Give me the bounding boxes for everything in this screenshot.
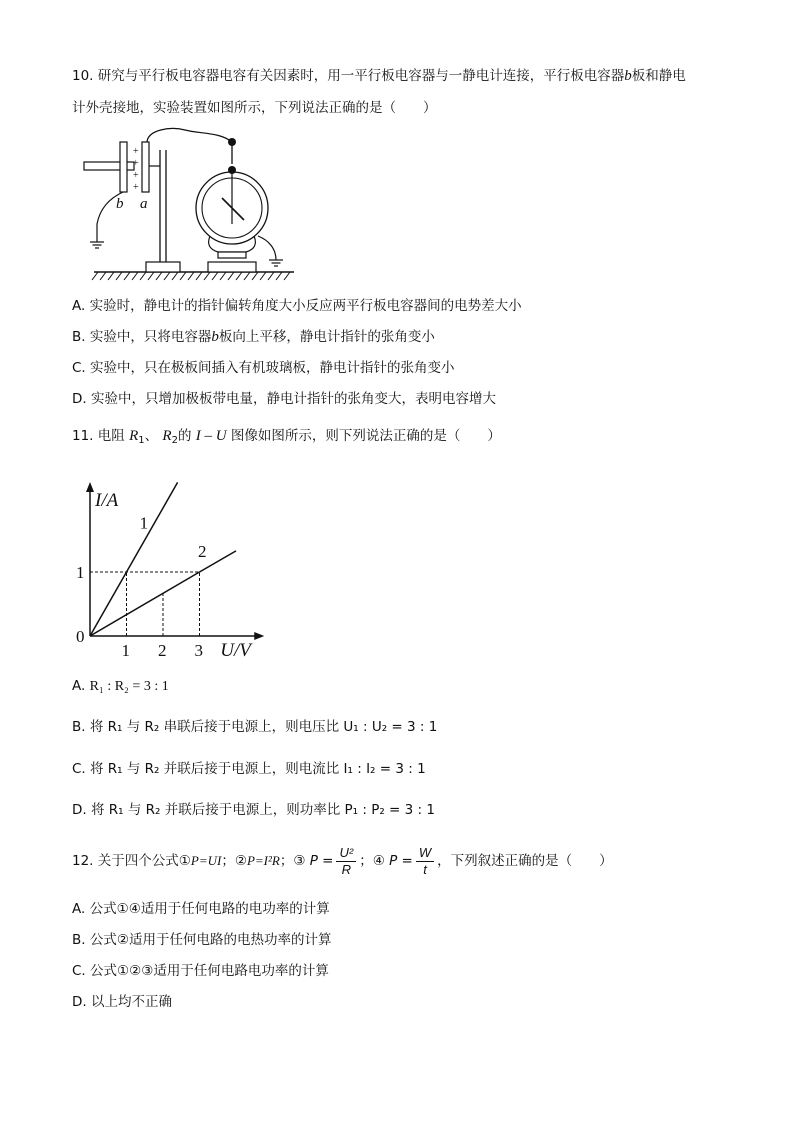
option-text: 以上均不正确 xyxy=(90,994,172,1010)
option-text: 实验中，只将电容器 xyxy=(89,329,212,345)
q11-r1: R xyxy=(129,428,139,444)
option-letter: B. xyxy=(72,329,86,345)
q12-number: 12. xyxy=(72,853,94,869)
q12-formula-3-lhs: P = xyxy=(309,853,334,869)
option-text: 公式①②③适用于任何电路电功率的计算 xyxy=(90,963,329,979)
q12-formula-4-den: t xyxy=(423,861,427,877)
option-text: 公式②适用于任何电路的电热功率的计算 xyxy=(89,932,332,948)
q11-stem-mid: 的 xyxy=(177,428,192,444)
option-letter: D. xyxy=(72,802,87,818)
plus-sign: + xyxy=(133,182,139,193)
option-text: 公式①④适用于任何电路的电功率的计算 xyxy=(89,901,330,917)
y-axis-arrow xyxy=(86,482,94,492)
q10-stem-line2: 计外壳接地，实验装置如图所示，下列说法正确的是（ ） xyxy=(72,100,437,116)
q10-figure-capacitor-electrometer xyxy=(80,124,300,284)
q12-formula-1: P=UI xyxy=(190,853,222,868)
option-letter: C. xyxy=(72,963,86,979)
option-letter: B. xyxy=(72,719,86,735)
option-letter: A. xyxy=(72,678,86,694)
q12-formula-4-lhs: P = xyxy=(389,853,413,869)
q12-option-a[interactable] xyxy=(72,899,330,919)
q12-formula-3-fraction xyxy=(336,845,356,878)
q12-stem-post: ，下列叙述正确的是（ ） xyxy=(437,853,613,869)
q11-option-d[interactable] xyxy=(72,800,435,820)
q11-number: 11. xyxy=(72,428,94,444)
q11-option-a[interactable] xyxy=(72,676,169,697)
q10-option-d[interactable] xyxy=(72,389,496,409)
q11-stem xyxy=(72,426,501,451)
q12-sep1: ；② xyxy=(221,853,247,869)
option-text-post: 板向上平移，静电计指针的张角变小 xyxy=(218,329,435,345)
q12-formula-4-fraction xyxy=(416,845,434,878)
q10-stem-line1 xyxy=(72,66,686,86)
q10-stem-text1b: 板和静电 xyxy=(631,68,686,84)
q12-stem-pre: 关于四个公式① xyxy=(97,853,191,869)
q11-option-b[interactable] xyxy=(72,717,437,737)
series-label-2: 2 xyxy=(198,541,207,561)
q12-option-c[interactable] xyxy=(72,961,329,981)
origin-label: 0 xyxy=(76,627,85,646)
q11-iu: I – U xyxy=(195,428,227,444)
x-tick-label: 3 xyxy=(194,641,203,660)
q10-number: 10. xyxy=(72,68,94,84)
option-letter: D. xyxy=(72,391,87,407)
plate-label-a: a xyxy=(140,196,148,212)
q11-option-c[interactable] xyxy=(72,759,426,779)
q11-r2: R xyxy=(162,428,172,444)
plus-sign: + xyxy=(133,146,139,157)
x-tick-label: 1 xyxy=(121,641,130,660)
option-text: 将 R₁ 与 R₂ 并联后接于电源上，则功率比 P₁ : P₂ = 3 : 1 xyxy=(90,802,435,818)
q10-stem-text1a: 研究与平行板电容器电容有关因素时，用一平行板电容器与一静电计连接，平行板电容器 xyxy=(97,68,625,84)
q10-option-c[interactable] xyxy=(72,358,455,378)
option-text: R₁ : R₂ = 3 : 1 xyxy=(89,679,169,694)
option-text: 实验中，只在极板间插入有机玻璃板，静电计指针的张角变小 xyxy=(90,360,455,376)
q12-option-b[interactable] xyxy=(72,930,331,950)
option-letter: B. xyxy=(72,932,86,948)
q12-formula-3-den: R xyxy=(341,861,352,877)
q11-r2-sub: 2 xyxy=(171,435,178,446)
q11-stem-post: 图像如图所示，则下列说法正确的是（ ） xyxy=(230,428,501,444)
q12-formula-4-num: W xyxy=(416,845,434,862)
option-letter: A. xyxy=(72,298,86,314)
option-letter: C. xyxy=(72,761,86,777)
option-letter: A. xyxy=(72,901,86,917)
option-letter: C. xyxy=(72,360,86,376)
x-axis-arrow xyxy=(254,632,264,640)
q11-sep: 、 xyxy=(144,428,159,444)
x-axis-label: U/V xyxy=(220,640,251,661)
q12-formula-3-num: U² xyxy=(336,845,356,862)
q12-formula-2: P=I²R xyxy=(246,853,280,868)
plus-sign: + xyxy=(133,158,139,169)
option-text: 将 R₁ 与 R₂ 串联后接于电源上，则电压比 U₁ : U₂ = 3 : 1 xyxy=(89,719,438,735)
q12-stem xyxy=(72,844,613,878)
q10-option-b[interactable] xyxy=(72,327,435,347)
q11-iu-chart xyxy=(72,452,272,664)
y-axis-label: I/A xyxy=(95,490,119,511)
option-var-b: b xyxy=(211,329,219,345)
option-text: 实验中，只增加极板带电量，静电计指针的张角变大，表明电容增大 xyxy=(90,391,496,407)
option-text: 将 R₁ 与 R₂ 并联后接于电源上，则电流比 I₁ : I₂ = 3 : 1 xyxy=(90,761,426,777)
x-tick-label: 2 xyxy=(158,641,167,660)
q11-r1-sub: 1 xyxy=(138,435,145,446)
plate-label-b: b xyxy=(116,196,124,212)
q10-stem-var-b: b xyxy=(624,68,632,84)
option-text: 实验时，静电计的指针偏转角度大小反应两平行板电容器间的电势差大小 xyxy=(89,298,522,314)
q12-sep3: ；④ xyxy=(359,853,385,869)
q11-stem-pre: 电阻 xyxy=(97,428,125,444)
q10-option-a[interactable] xyxy=(72,296,522,316)
option-letter: D. xyxy=(72,994,87,1010)
q12-sep2: ；③ xyxy=(279,853,306,869)
plus-sign: + xyxy=(133,170,139,181)
y-tick-label: 1 xyxy=(76,563,85,582)
series-label-1: 1 xyxy=(139,513,149,533)
q12-option-d[interactable] xyxy=(72,992,172,1012)
